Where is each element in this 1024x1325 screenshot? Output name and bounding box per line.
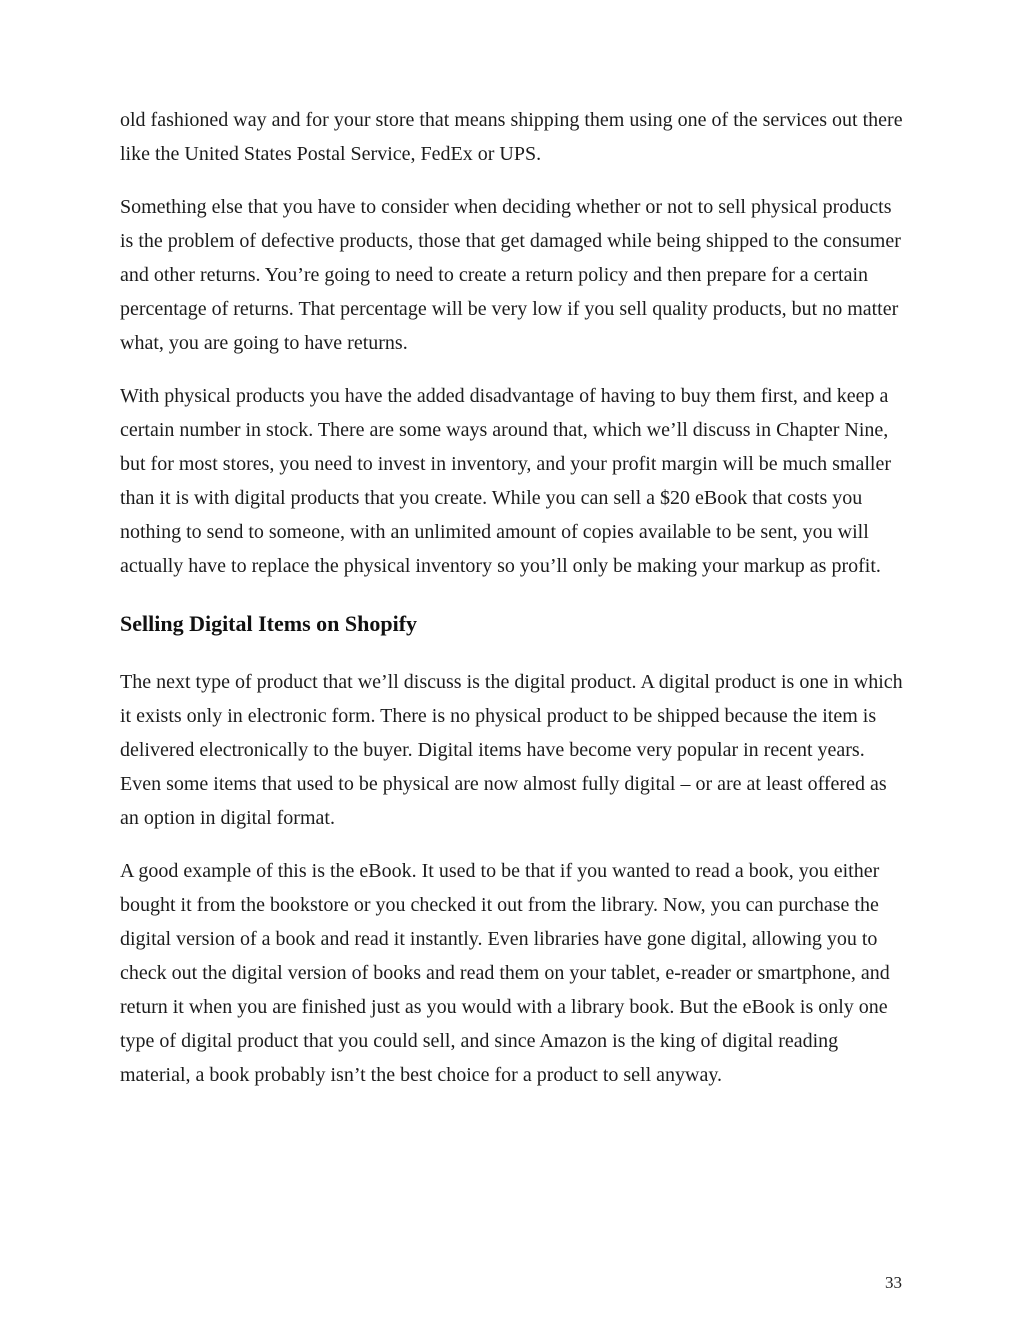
section-heading: Selling Digital Items on Shopify [120, 611, 418, 636]
page-content [120, 103, 904, 1111]
body-paragraph: With physical products you have the added disadvantage of having to buy them first, and keep a certain number in stock. There are some ways around that, which we’ll discuss in Chapter Nine, but for most stores, you need to invest in inventory, and your profit margin will be much smaller than it is with digital products that you create. While you can sell a $20 eBook that costs you nothing to send to someone, with an unlimited amount of copies available to be sent, you will actually have to replace the physical inventory so you’ll only be making your markup as profit. [120, 385, 891, 577]
page-number: 33 [885, 1273, 902, 1292]
body-paragraph: The next type of product that we’ll discuss is the digital product. A digital product is one in which it exists only in electronic form. There is no physical product to be shipped because the item is delivered electronically to the buyer. Digital items have become very popular in recent years. Even some items that used to be physical are now almost fully digital – or are at least offered as an option in digital format. [120, 671, 903, 829]
body-paragraph: old fashioned way and for your store that means shipping them using one of the services out there like the United States Postal Service, FedEx or UPS. [120, 109, 903, 165]
body-paragraph: Something else that you have to consider when deciding whether or not to sell physical products is the problem of defective products, those that get damaged while being shipped to the consumer and other returns. You’re going to need to create a return policy and then prepare for a certain percentage of returns. That percentage will be very low if you sell quality products, but no matter what, you are going to have returns. [120, 196, 901, 354]
body-paragraph: A good example of this is the eBook. It used to be that if you wanted to read a book, you either bought it from the bookstore or you checked it out from the library. Now, you can purchase the digital version of a book and read it instantly. Even libraries have gone digital, allowing you to check out the digital version of books and read them on your tablet, e-reader or smartphone, and return it when you are finished just as you would with a library book. But the eBook is only one type of digital product that you could sell, and since Amazon is the king of digital reading material, a book probably isn’t the best choice for a product to sell anyway. [120, 860, 890, 1086]
